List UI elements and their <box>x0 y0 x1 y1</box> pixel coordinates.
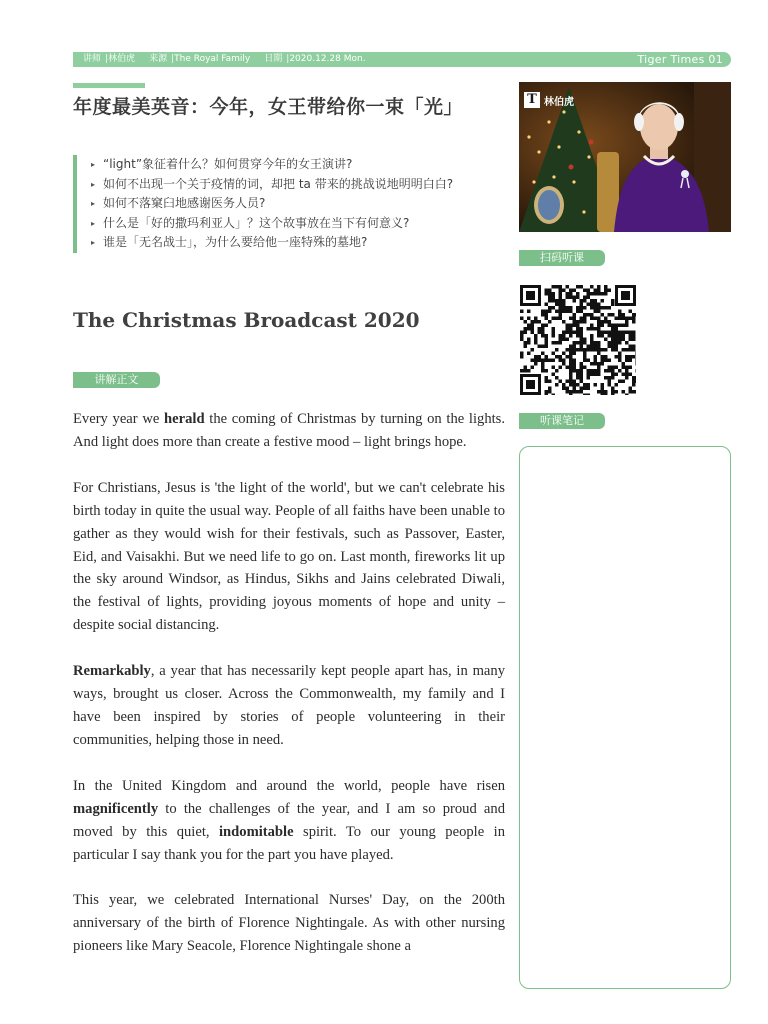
text-run: to the challenges of the year, and I am so proud and moved by this quiet, <box>73 800 505 840</box>
separator: | <box>286 54 290 64</box>
paragraph <box>73 775 505 867</box>
header-bar <box>73 52 731 67</box>
keyword: indomitable <box>218 823 294 840</box>
question-text: 如何不落窠臼地感谢医务人员? <box>103 196 266 210</box>
triangle-bullet-icon: ▸ <box>91 179 96 189</box>
separator: | <box>171 54 175 64</box>
keyword: herald <box>164 411 205 427</box>
paragraph: For Christians, Jesus is 'the light of the world', but we can't celebrate his birth today in quite the usual way. People of all faiths have been unable to gather as they would wish for their festivals, such as Passover, Easter, Eid, and Vaisakhi. But we need life to go on. Last month, fireworks lit up the sky around Windsor, as Hindus, Sikhs and Jains celebrated Diwali, the festival of lights, providing joyous moments of hope and unity – despite social distancing. <box>73 479 505 634</box>
text-run: , a year that has necessarily kept people apart has, in many ways, brought us closer. Across the Commonwealth, my family and I have been inspired by stories of people volunteering in their communities, helping those in need. <box>73 663 505 748</box>
channel-logo <box>524 92 574 108</box>
keyword: magnificently <box>73 800 159 817</box>
scan-tag: 扫码听课 <box>519 250 605 266</box>
question-text: 谁是「无名战士」，为什么要给他一座特殊的墓地? <box>103 235 368 249</box>
question-text: 什么是「好的撒玛利亚人」？这个故事放在当下有何意义? <box>103 215 410 230</box>
queen-photo <box>519 82 731 232</box>
article-body <box>73 408 505 981</box>
paragraph <box>73 660 505 752</box>
section-title: The Christmas Broadcast 2020 <box>73 308 420 332</box>
header-meta <box>83 52 366 67</box>
text-run: the coming of Christmas by turning on the lights. And light does more than create a festive mood – light brings hope. <box>73 411 505 450</box>
source-value: The Royal Family <box>174 54 251 64</box>
paragraph <box>73 408 505 454</box>
question-list <box>73 155 513 253</box>
question-text: 如何不出现一个关于疫情的词，却把 ta 带来的挑战说地明明白白? <box>103 176 454 191</box>
date-value: 2020.12.28 Mon. <box>289 54 366 64</box>
logo-icon: T <box>524 92 540 108</box>
qr-code-icon <box>520 285 636 395</box>
keyword: Remarkably <box>73 663 151 680</box>
explain-tag: 讲解正文 <box>73 372 160 388</box>
logo-name: 林伯虎 <box>544 96 574 108</box>
list-item <box>91 194 513 214</box>
text-run: Every year we <box>73 411 165 427</box>
lecturer-label: 讲师 <box>83 54 102 64</box>
title-accent-bar <box>73 83 145 88</box>
lecturer-value: 林伯虎 <box>108 54 136 64</box>
list-item <box>91 233 513 253</box>
issue-label: Tiger Times 01 <box>637 53 723 66</box>
list-item <box>91 175 513 195</box>
question-text: “light”象征着什么？如何贯穿今年的女王演讲? <box>103 157 353 171</box>
text-run: In the United Kingdom and around the world, people have risen <box>73 777 505 794</box>
triangle-bullet-icon: ▸ <box>91 160 96 169</box>
page-title: 年度最美英音：今年，女王带给你一束「光」 <box>73 96 464 118</box>
triangle-bullet-icon: ▸ <box>91 238 96 247</box>
source-label: 来源 <box>149 54 168 64</box>
notes-tag: 听课笔记 <box>519 413 605 429</box>
triangle-bullet-icon: ▸ <box>91 199 96 208</box>
separator: | <box>105 54 109 64</box>
triangle-bullet-icon: ▸ <box>91 218 96 228</box>
qr-code[interactable] <box>520 285 636 395</box>
date-label: 日期 <box>264 54 283 64</box>
list-item <box>91 214 513 234</box>
list-item <box>91 155 513 175</box>
paragraph: This year, we celebrated International Nurses' Day, on the 200th anniversary of the birth of Florence Nightingale. As with other nursing pioneers like Mary Seacole, Florence Nightingale shone a <box>73 892 505 955</box>
text-run: spirit. To our young people in particular I say thank you for the part you have played. <box>73 823 505 863</box>
notes-area[interactable] <box>519 446 731 989</box>
